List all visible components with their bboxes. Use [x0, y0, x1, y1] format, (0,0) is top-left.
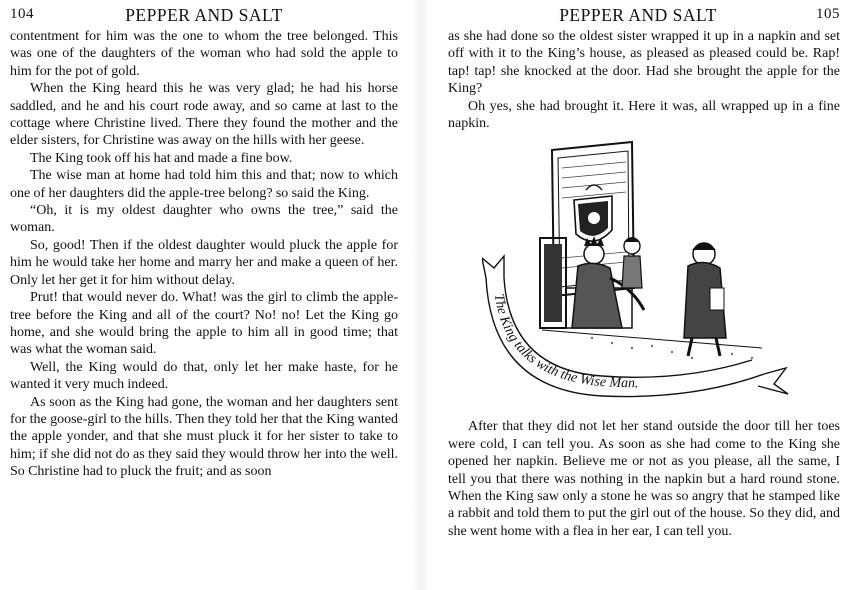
paragraph: “Oh, it is my oldest daughter who owns the tree,” said the woman. — [10, 203, 398, 236]
right-running-header — [434, 0, 842, 28]
paragraph: So, good! Then if the oldest daughter would pluck the apple for him he would take her home and marry her and make a queen of her. Only let her get it for him without delay. — [10, 237, 398, 288]
right-page-number: 105 — [816, 6, 840, 22]
paragraph: The King took off his hat and made a fine bow. — [30, 150, 293, 166]
left-running-header — [0, 0, 408, 28]
right-running-head: PEPPER AND SALT — [559, 5, 717, 25]
paragraph: Prut! that would never do. What! was the girl to climb the apple-tree before the King and all of the court? No! no! Let the King go home, and she would bring the apple to him all in good time; that was what the woman said. — [10, 290, 398, 358]
book-gutter — [412, 0, 430, 590]
paragraph: The wise man at home had told him this and that; now to which one of her daughters did the apple-tree belong? so said the King. — [10, 168, 398, 201]
left-page — [0, 0, 408, 590]
right-page — [434, 0, 842, 590]
right-body-text — [434, 28, 842, 540]
king-wise-man-illustration-icon — [482, 138, 812, 410]
left-body-text — [0, 28, 408, 481]
illustration-block — [448, 138, 840, 410]
paragraph: Oh yes, she had brought it. Here it was, all wrapped up in a fine napkin. — [448, 98, 840, 132]
paragraph: After that they did not let her stand outside the door till her toes were cold, I can tell you. As soon as she had come to the King she opened her napkin. Believe me or not as you please, all the same, I tell you that there was nothing in the napkin but a hard round stone. When the King saw only a stone he was so angry that he stamped like a rabbit and told them to put the girl out of the house. So they did, and she went home with a flea in her ear, I can tell you. — [448, 419, 840, 539]
illustration-caption: The King talks with the Wise Man. — [490, 293, 639, 392]
paragraph: Well, the King would do that, only let her make haste, for he wanted it very much indeed. — [10, 359, 398, 393]
paragraph: When the King heard this he was very glad; he had his horse saddled, and he and his court rode away, and so came at last to the cottage where Christine lived. There they found the mother and the elder sisters, for Christine was away on the hills with her geese. — [10, 81, 398, 149]
paragraph: As soon as the King had gone, the woman and her daughters sent for the goose-girl to the hills. Then they told her that the King wanted the apple yonder, and that she must pluck it for her sister to take to him; if she did not do as they said they would throw her into the well. So Christine had to pluck the fruit; and as soon — [10, 394, 398, 480]
left-page-number: 104 — [10, 6, 34, 22]
left-running-head: PEPPER AND SALT — [125, 5, 283, 25]
paragraph: contentment for him was the one to whom the tree belonged. This was one of the daughters of the woman who had sold the apple to him for the pot of gold. — [10, 29, 398, 79]
paragraph: as she had done so the oldest sister wrapped it up in a napkin and set off with it to the King’s house, as pleased as pleased could be. Rap! tap! tap! she knocked at the door. Had she brought the apple for the King? — [448, 29, 840, 97]
